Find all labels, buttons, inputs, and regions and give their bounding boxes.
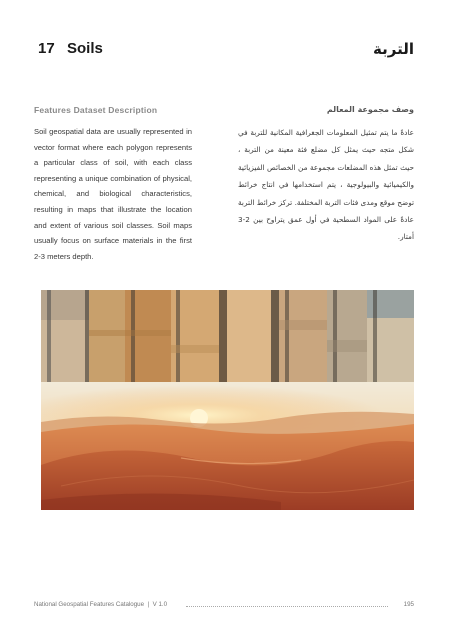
page-header <box>38 40 414 62</box>
chapter-title-en: Soils <box>67 40 103 57</box>
footer-dotted-leader <box>186 606 388 607</box>
section-body-en: Soil geospatial data are usually represented in vector format where each polygon represents a particular class of soil, with each class representing a unique combination of physical, chemical, and biological characteristics, resulting in maps that illustrate the location and extent of various soil classes. Soil maps usually focus on surface materials in the first 2-3 meters depth. <box>34 127 192 261</box>
section-heading-ar: وصف مجموعة المعالم <box>326 105 414 114</box>
section-heading-en: Features Dataset Description <box>34 105 158 115</box>
desert-dunes-scene <box>41 382 414 510</box>
page-number: 195 <box>403 601 414 608</box>
soil-profile-and-dunes-photo <box>41 290 414 510</box>
chapter-title-ar: التربة <box>373 40 414 58</box>
section-body-ar: عادةً ما يتم تمثيل المعلومات الجغرافية المكانية للتربة في شكل متجه حيث يمثل كل مضلع فئة معينة من التربة ، حيث تمثل هذه المضلعات مجموعة من الخصائص الفيزيائية والكيميائية والبيولوجية ، يتم استخدامها في انتاج خرائط توضح موقع ومدى فئات التربة المختلفة. تركز خرائط التربة عادةً على المواد السطحية في أول عمق يتراوح بين 2-3 أمتار. <box>238 128 414 242</box>
chapter-number: 17 <box>38 40 55 57</box>
footer-catalogue: National Geospatial Features Catalogue | V 1.0 <box>34 601 168 608</box>
soil-profile-strips <box>41 290 414 382</box>
page-footer <box>34 601 414 611</box>
